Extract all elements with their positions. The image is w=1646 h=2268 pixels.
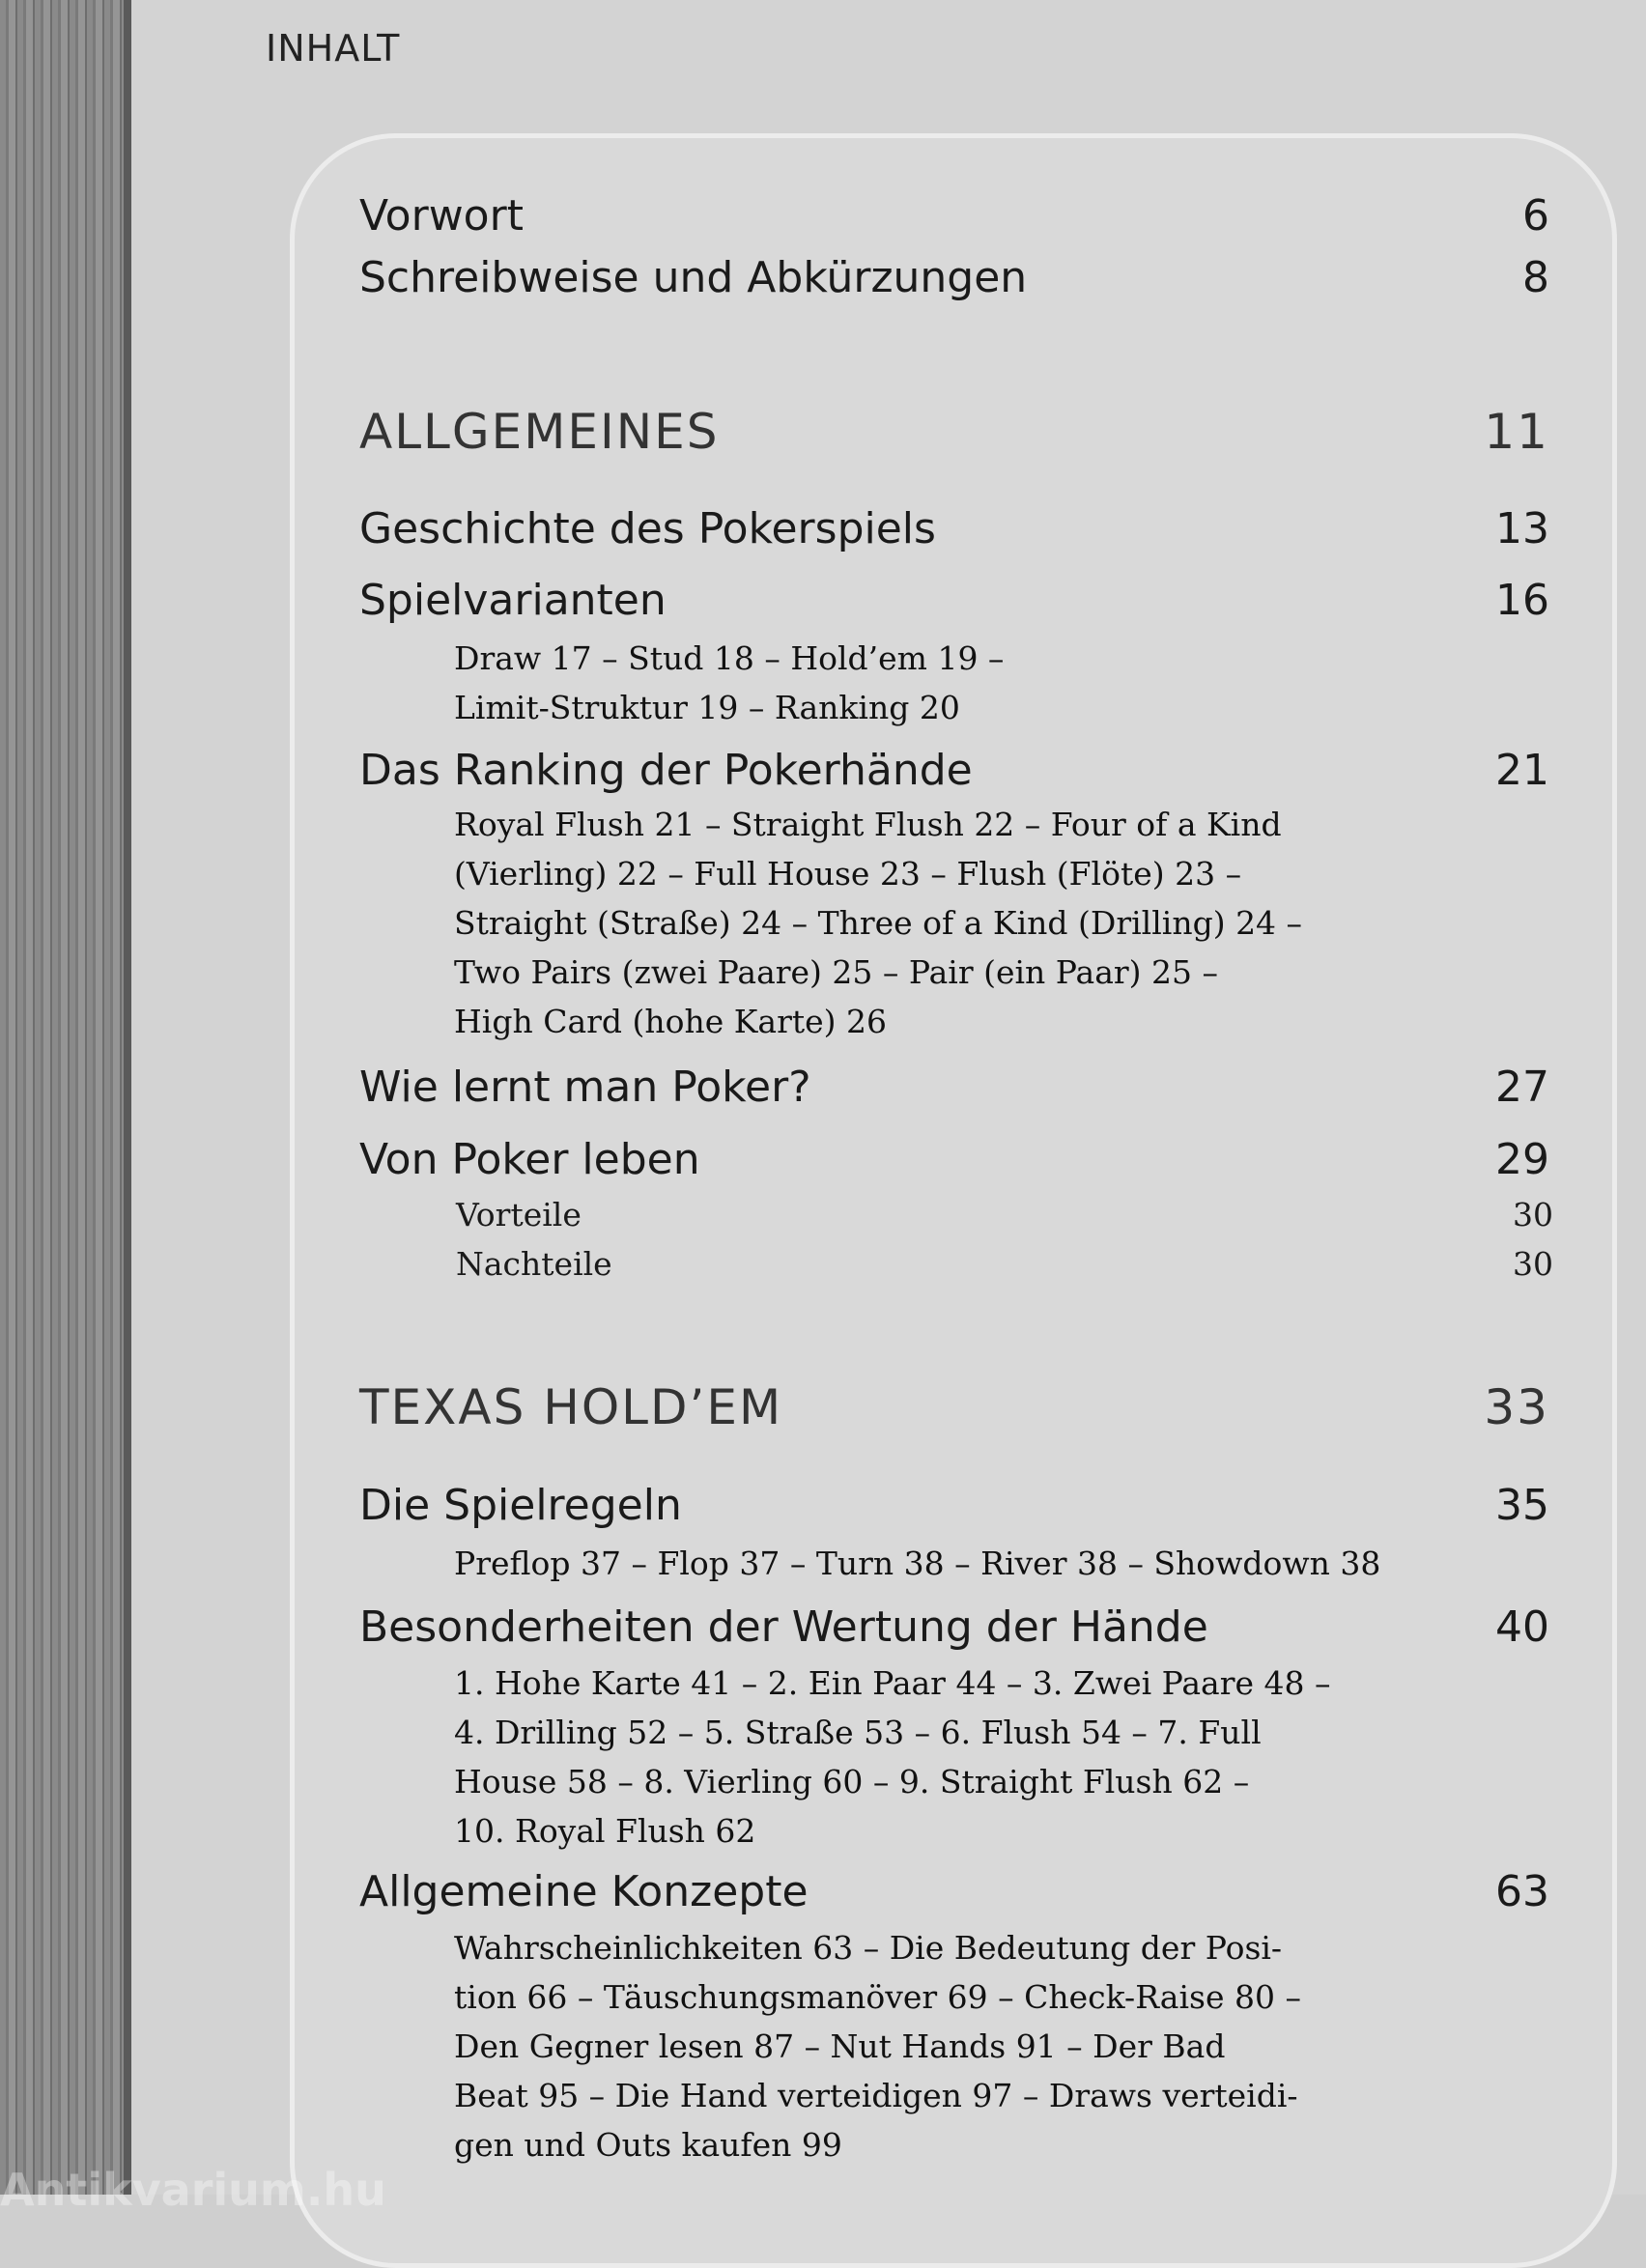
entry-subtopics: Draw 17 – Stud 18 – Hold’em 19 – Limit-Struktur 19 – Ranking 20 [454,639,1005,726]
toc-entry [359,1135,1549,1184]
section-page: 33 [1484,1379,1549,1435]
entry-subtopics: Wahrscheinlichkeiten 63 – Die Bedeutung der Posi- tion 66 – Täuschungsmanöver 69 – Check-Raise 80 – Den Gegner lesen 87 – Nut Hands 91 – Der Bad Beat 95 – Die Hand verteidigen 97 – Draws verteidi- gen und Outs kaufen 99 [454,1929,1301,2164]
entry-page: 27 [1495,1063,1549,1112]
entry-subtopics: Royal Flush 21 – Straight Flush 22 – Four of a Kind (Vierling) 22 – Full House 23 – Flush (Flöte) 23 – Straight (Straße) 24 – Three of a Kind (Drilling) 24 – Two Pairs (zwei Paare) 25 – Pair (ein Paar) 25 – High Card (hohe Karte) 26 [454,806,1303,1040]
entry-title: Von Poker leben [359,1135,700,1184]
entry-title: Vorwort [359,191,524,241]
toc-subentry: Nachteile 30 [456,1245,1553,1283]
entry-page: 13 [1495,504,1549,553]
entry-title: Das Ranking der Pokerhände [359,746,973,795]
toc-entry [359,1063,1549,1112]
page-header: INHALT [266,27,401,70]
section-title: ALLGEMEINES [359,404,720,460]
entry-title: Wie lernt man Poker? [359,1063,811,1112]
section-title: TEXAS HOLD’EM [359,1379,783,1435]
entry-page: 6 [1522,191,1549,241]
entry-page: 40 [1495,1602,1549,1652]
toc-entry [359,576,1549,625]
toc-section [359,1379,1549,1435]
entry-page: 63 [1495,1867,1549,1916]
toc-entry [359,253,1549,302]
wood-background [0,0,124,2195]
toc-entry [359,1481,1549,1530]
toc-entry [359,504,1549,553]
toc-entry [359,1867,1549,1916]
entry-page: 16 [1495,576,1549,625]
toc-entry [359,191,1549,241]
entry-page: 21 [1495,746,1549,795]
entry-title: Spielvarianten [359,576,667,625]
book-spine-shadow [124,0,131,2195]
toc-section [359,404,1549,460]
toc-entry [359,746,1549,795]
toc-subentry: Vorteile 30 [456,1196,1553,1233]
entry-page: 35 [1495,1481,1549,1530]
entry-subtopics: Preflop 37 – Flop 37 – Turn 38 – River 38 – Showdown 38 [454,1545,1381,1582]
entry-subtopics: 1. Hohe Karte 41 – 2. Ein Paar 44 – 3. Zwei Paare 48 – 4. Drilling 52 – 5. Straße 53 – 6. Flush 54 – 7. Full House 58 – 8. Vierling 60 – 9. Straight Flush 62 – 10. Royal Flush 62 [454,1664,1331,1850]
toc-entry [359,1602,1549,1652]
entry-page: 29 [1495,1135,1549,1184]
entry-title: Schreibweise und Abkürzungen [359,253,1028,302]
entry-title: Besonderheiten der Wertung der Hände [359,1602,1208,1652]
entry-page: 8 [1522,253,1549,302]
watermark: Antikvarium.hu [0,2164,386,2216]
entry-title: Die Spielregeln [359,1481,682,1530]
section-page: 11 [1484,404,1549,460]
entry-title: Allgemeine Konzepte [359,1867,809,1916]
entry-title: Geschichte des Pokerspiels [359,504,936,553]
